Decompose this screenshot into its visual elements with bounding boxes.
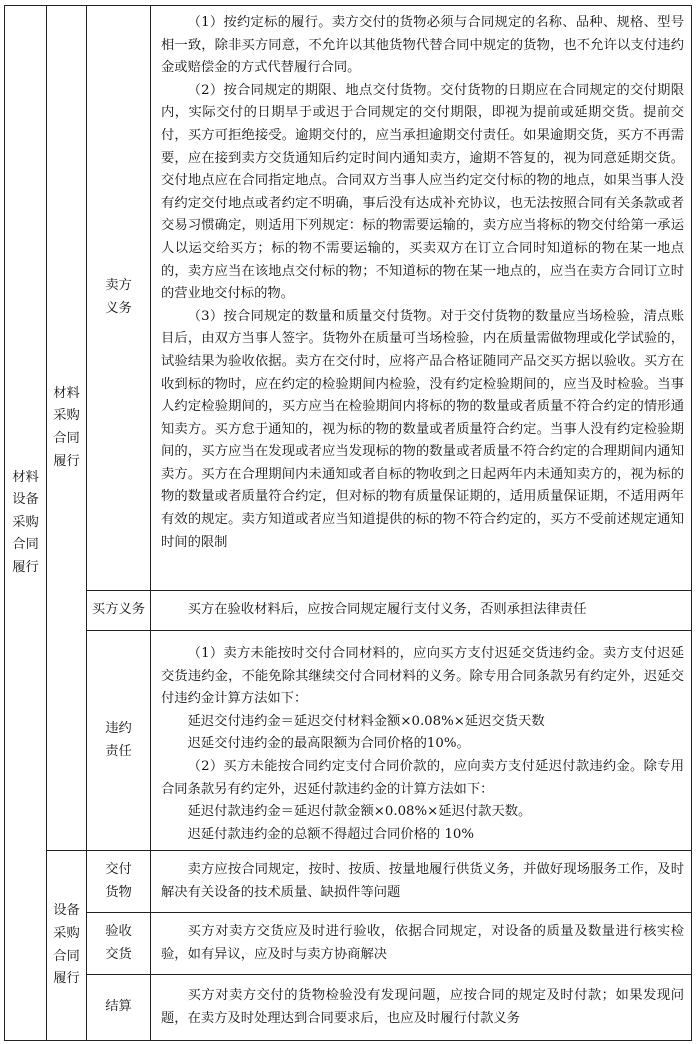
row-label-buyer-duty: 买方义务 [87,591,151,631]
buyer-duty-content [151,591,692,631]
seller-duty-paragraph-2: （2）按合同规定的期限、地点交付货物。交付货物的日期应在合同规定的交付期限内，实际交付的日期早于或迟于合同规定的交付期限，即视为提前或延期交货。提前交付，买方可拒绝接受。逾期交付的，应当承担逾期交付责任。如果逾期交货，买方不再需要，应在接到卖方交货通知后约定时间内通知卖方，逾期不答复的，视为同意延期交货。交付地点应在合同指定地点。合同双方当事人应当约定交付标的物的地点，如果当事人没有约定交付地点或者约定不明确，事后没有达成补充协议，也无法按照合同有关条款或者交易习惯确定，则适用下列规定：标的物需要运输的，卖方应当将标的物交付给第一承运人以运交给买方；标的物不需要运输的，买卖双方在订立合同时知道标的物在某一地点的，卖方应当在该地点交付标的物；不知道标的物在某一地点的，应当在卖方合同订立时的营业地交付标的物。 [161,82,684,302]
row-label-text: 验收 交货 [105,923,132,962]
row-label-acceptance [87,913,151,975]
breach-line-2: 延迟交付违约金＝延迟交付材料金额×0.08%×延迟交货天数 [187,713,545,729]
buyer-duty-text: 买方在验收材料后，应按合同规定履行支付义务，否则承担法律责任 [187,602,587,618]
delivery-content [151,851,692,913]
row-label-text: 卖方 义务 [105,278,132,316]
row-label-text: 交付 货物 [105,861,132,900]
category-label-procurement-performance [5,6,47,1041]
delivery-text: 卖方应按合同规定，按时、按质、按量地履行供货义务，并做好现场服务工作，及时解决有关设备的技术质量、缺损件等问题 [161,861,684,900]
category-label-text: 材料 采购 合同 履行 [53,385,80,469]
breach-line-5: 延迟付款违约金＝延迟付款金额×0.08%×延迟付款天数。 [187,804,532,820]
acceptance-text: 买方对卖方交货应及时进行验收，依据合同规定，对设备的质量及数量进行核实检验，如有异议，应及时与卖方协商解决 [161,923,684,962]
category-label-equipment-contract [47,851,87,1041]
breach-line-1: （1）卖方未能按时交付合同材料的，应向买方支付迟延交货违约金。卖方支付迟延交货违约金，不能免除其继续交付合同材料的义务。除专用合同条款另有约定外，迟延交付违约金计算方法如下： [161,646,684,707]
category-label-text: 设备 采购 合同 履行 [53,903,80,987]
settlement-text: 买方对卖方交付的货物检验没有发现问题，应按合同的规定及时付款；如果发现问题，在卖方及时处理达到合同要求后，也应及时履行付款义务 [161,987,684,1026]
row-label-seller-duty [87,6,151,591]
breach-line-3: 迟延交付违约金的最高限额为合同价格的10%。 [187,736,470,752]
settlement-content [151,975,692,1041]
row-label-breach-liability [87,631,151,851]
seller-duty-paragraph-1: （1）按约定标的履行。卖方交付的货物必须与合同规定的名称、品种、规格、型号相一致，除非买方同意，不允许以其他货物代替合同中规定的货物，也不允许以支付违约金或赔偿金的方式代替履行合同。 [161,15,684,76]
breach-liability-content [151,631,692,851]
row-label-settlement: 结算 [87,975,151,1041]
seller-duty-content [151,6,692,591]
acceptance-content [151,913,692,975]
breach-line-6: 迟延付款违约金的总额不得超过合同价格的 10% [187,826,475,842]
category-label-material-contract [47,6,87,851]
row-label-delivery [87,851,151,913]
contract-performance-table [4,5,692,1041]
breach-line-4: （2）买方未能按合同约定支付合同价款的，应向卖方支付延迟付款违约金。除专用合同条款另有约定外，迟延付款违约金的计算方法如下： [161,758,684,797]
category-label-text: 材料 设备 采购 合同 履行 [12,469,39,575]
seller-duty-paragraph-3: （3）按合同规定的数量和质量交付货物。对于交付货物的数量应当场检验，清点账目后，由双方当事人签字。货物外在质量可当场检验，内在质量需做物理或化学试验的，试验结果为验收依据。卖方在交付时，应将产品合格证随同产品交买方据以验收。买方在收到标的物时，应在约定的检验期间内检验，没有约定检验期间的，应当及时检验。当事人约定检验期间的，买方应当在检验期间内将标的物的数量或者质量不符合约定的情形通知卖方。买方怠于通知的，视为标的物的数量或者质量符合约定。当事人没有约定检验期间的，买方应当在发现或者应当发现标的物的数量或者质量不符合约定的合理期间内通知卖方。买方在合理期间内未通知或者自标的物收到之日起两年内未通知卖方的，视为标的物的数量或者质量符合约定，但对标的物有质量保证期的，适用质量保证期，不适用两年有效的规定。卖方知道或者应当知道提供的标的物不符合约定的，买方不受前述规定通知时间的限制 [161,308,684,550]
row-label-text: 违约 责任 [105,720,132,759]
